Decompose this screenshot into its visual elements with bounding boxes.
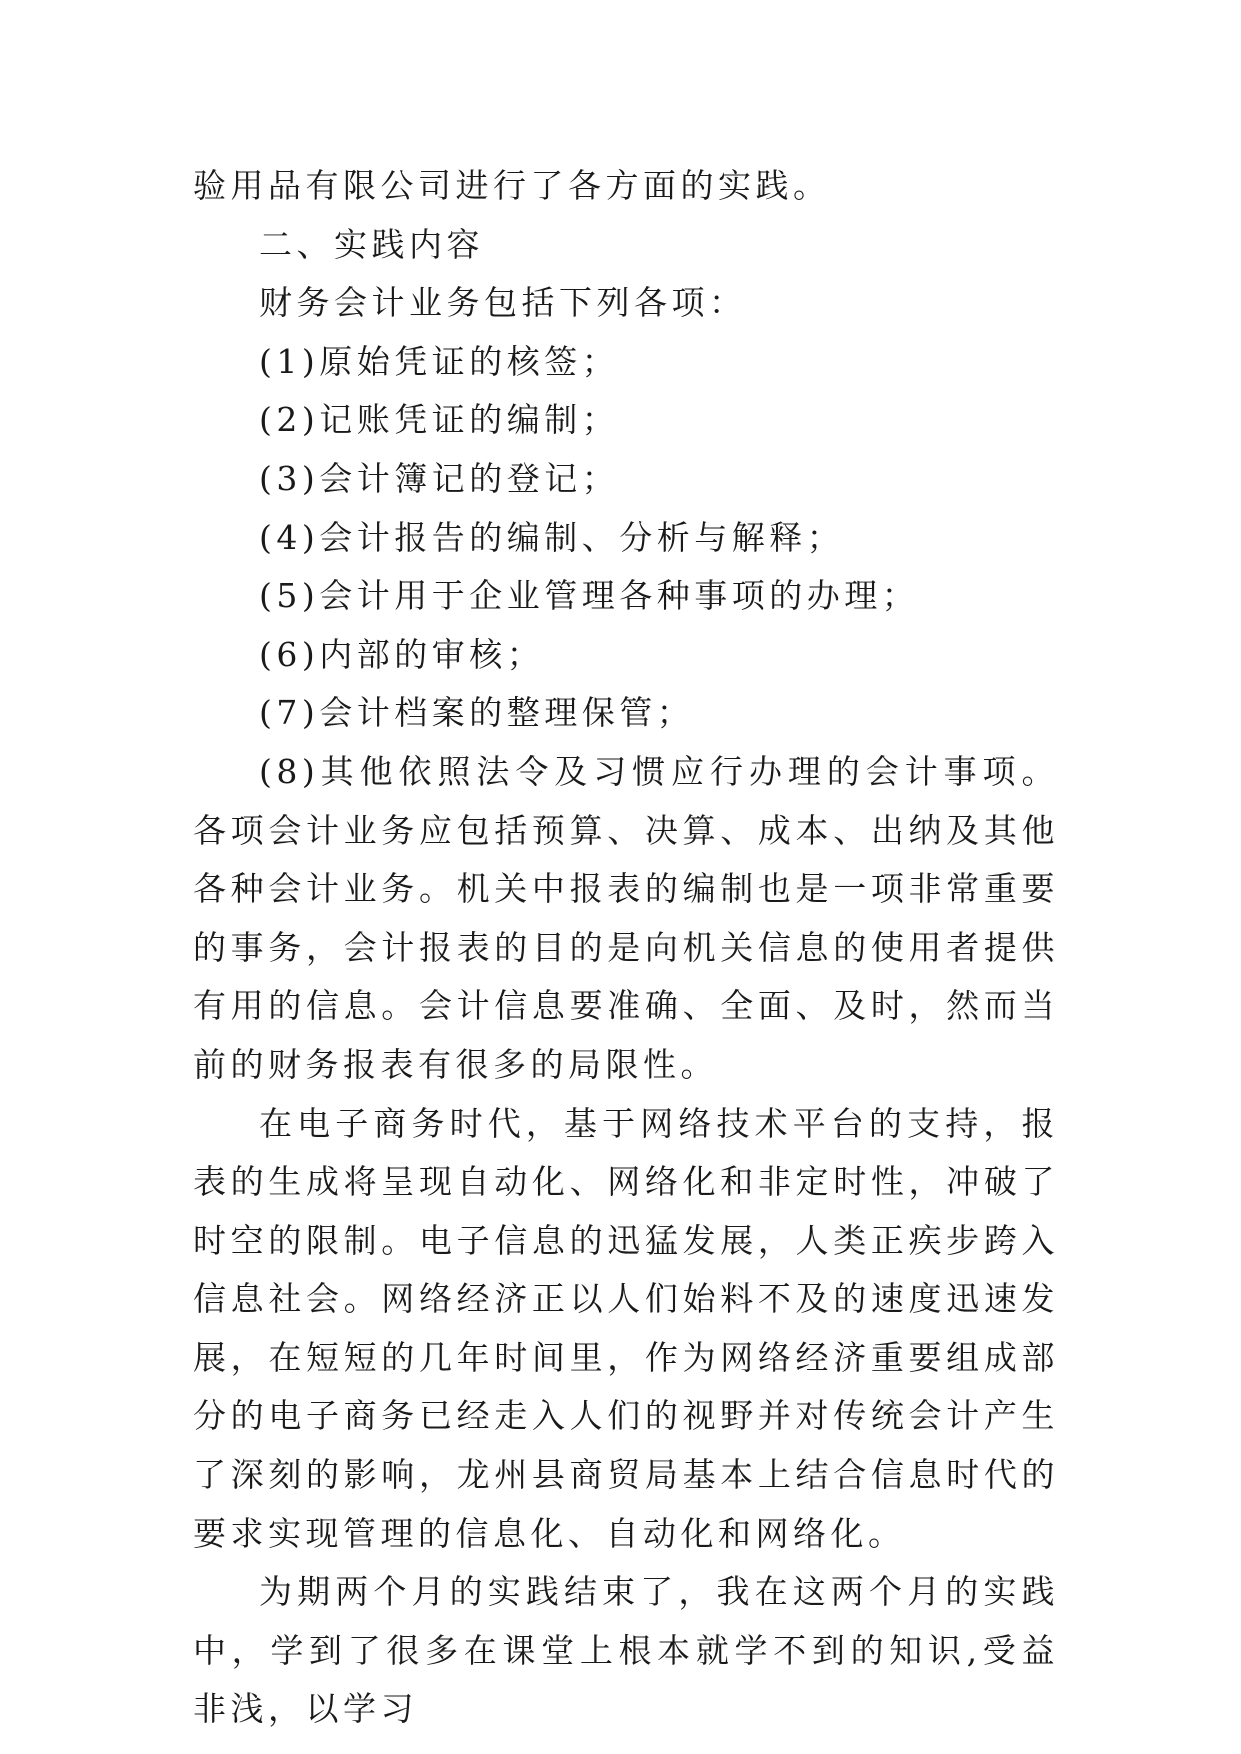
list-item: (3)会计簿记的登记； [259,458,620,498]
section-heading: 二、实践内容 [259,224,484,264]
document-body [193,157,1059,1739]
body-paragraph: 在电子商务时代，基于网络技术平台的支持，报表的生成将呈现自动化、网络化和非定时性，冲破了时空的限制。电子信息的迅猛发展，人类正疾步跨入信息社会。网络经济正以人们始料不及的速度迅速发展，在短短的几年时间里，作为网络经济重要组成部分的电子商务已经走入人们的视野并对传统会计产生了深刻的影响，龙州县商贸局基本上结合信息时代的要求实现管理的信息化、自动化和网络化。 [193,1103,1059,1553]
list-item: (8)其他依照法令及习惯应行办理的会计事项。各项会计业务应包括预算、决算、成本、出纳及其他各种会计业务。机关中报表的编制也是一项非常重要的事务，会计报表的目的是向机关信息的使用者提供有用的信息。会计信息要准确、全面、及时，然而当前的财务报表有很多的局限性。 [193,751,1059,1084]
list-item: (6)内部的审核； [259,634,545,674]
paragraph-continuation: 验用品有限公司进行了各方面的实践。 [193,166,831,205]
paragraph-intro: 财务会计业务包括下列各项： [259,283,747,323]
list-item: (5)会计用于企业管理各种事项的办理； [259,576,920,616]
body-paragraph: 为期两个月的实践结束了，我在这两个月的实践中，学到了很多在课堂上根本就学不到的知识,受益非浅，以学习 [193,1572,1059,1729]
list-item: (4)会计报告的编制、分析与解释； [259,517,845,557]
list-item: (1)原始凭证的核签； [259,341,620,381]
list-item: (2)记账凭证的编制； [259,400,620,440]
list-item: (7)会计档案的整理保管； [259,693,695,733]
